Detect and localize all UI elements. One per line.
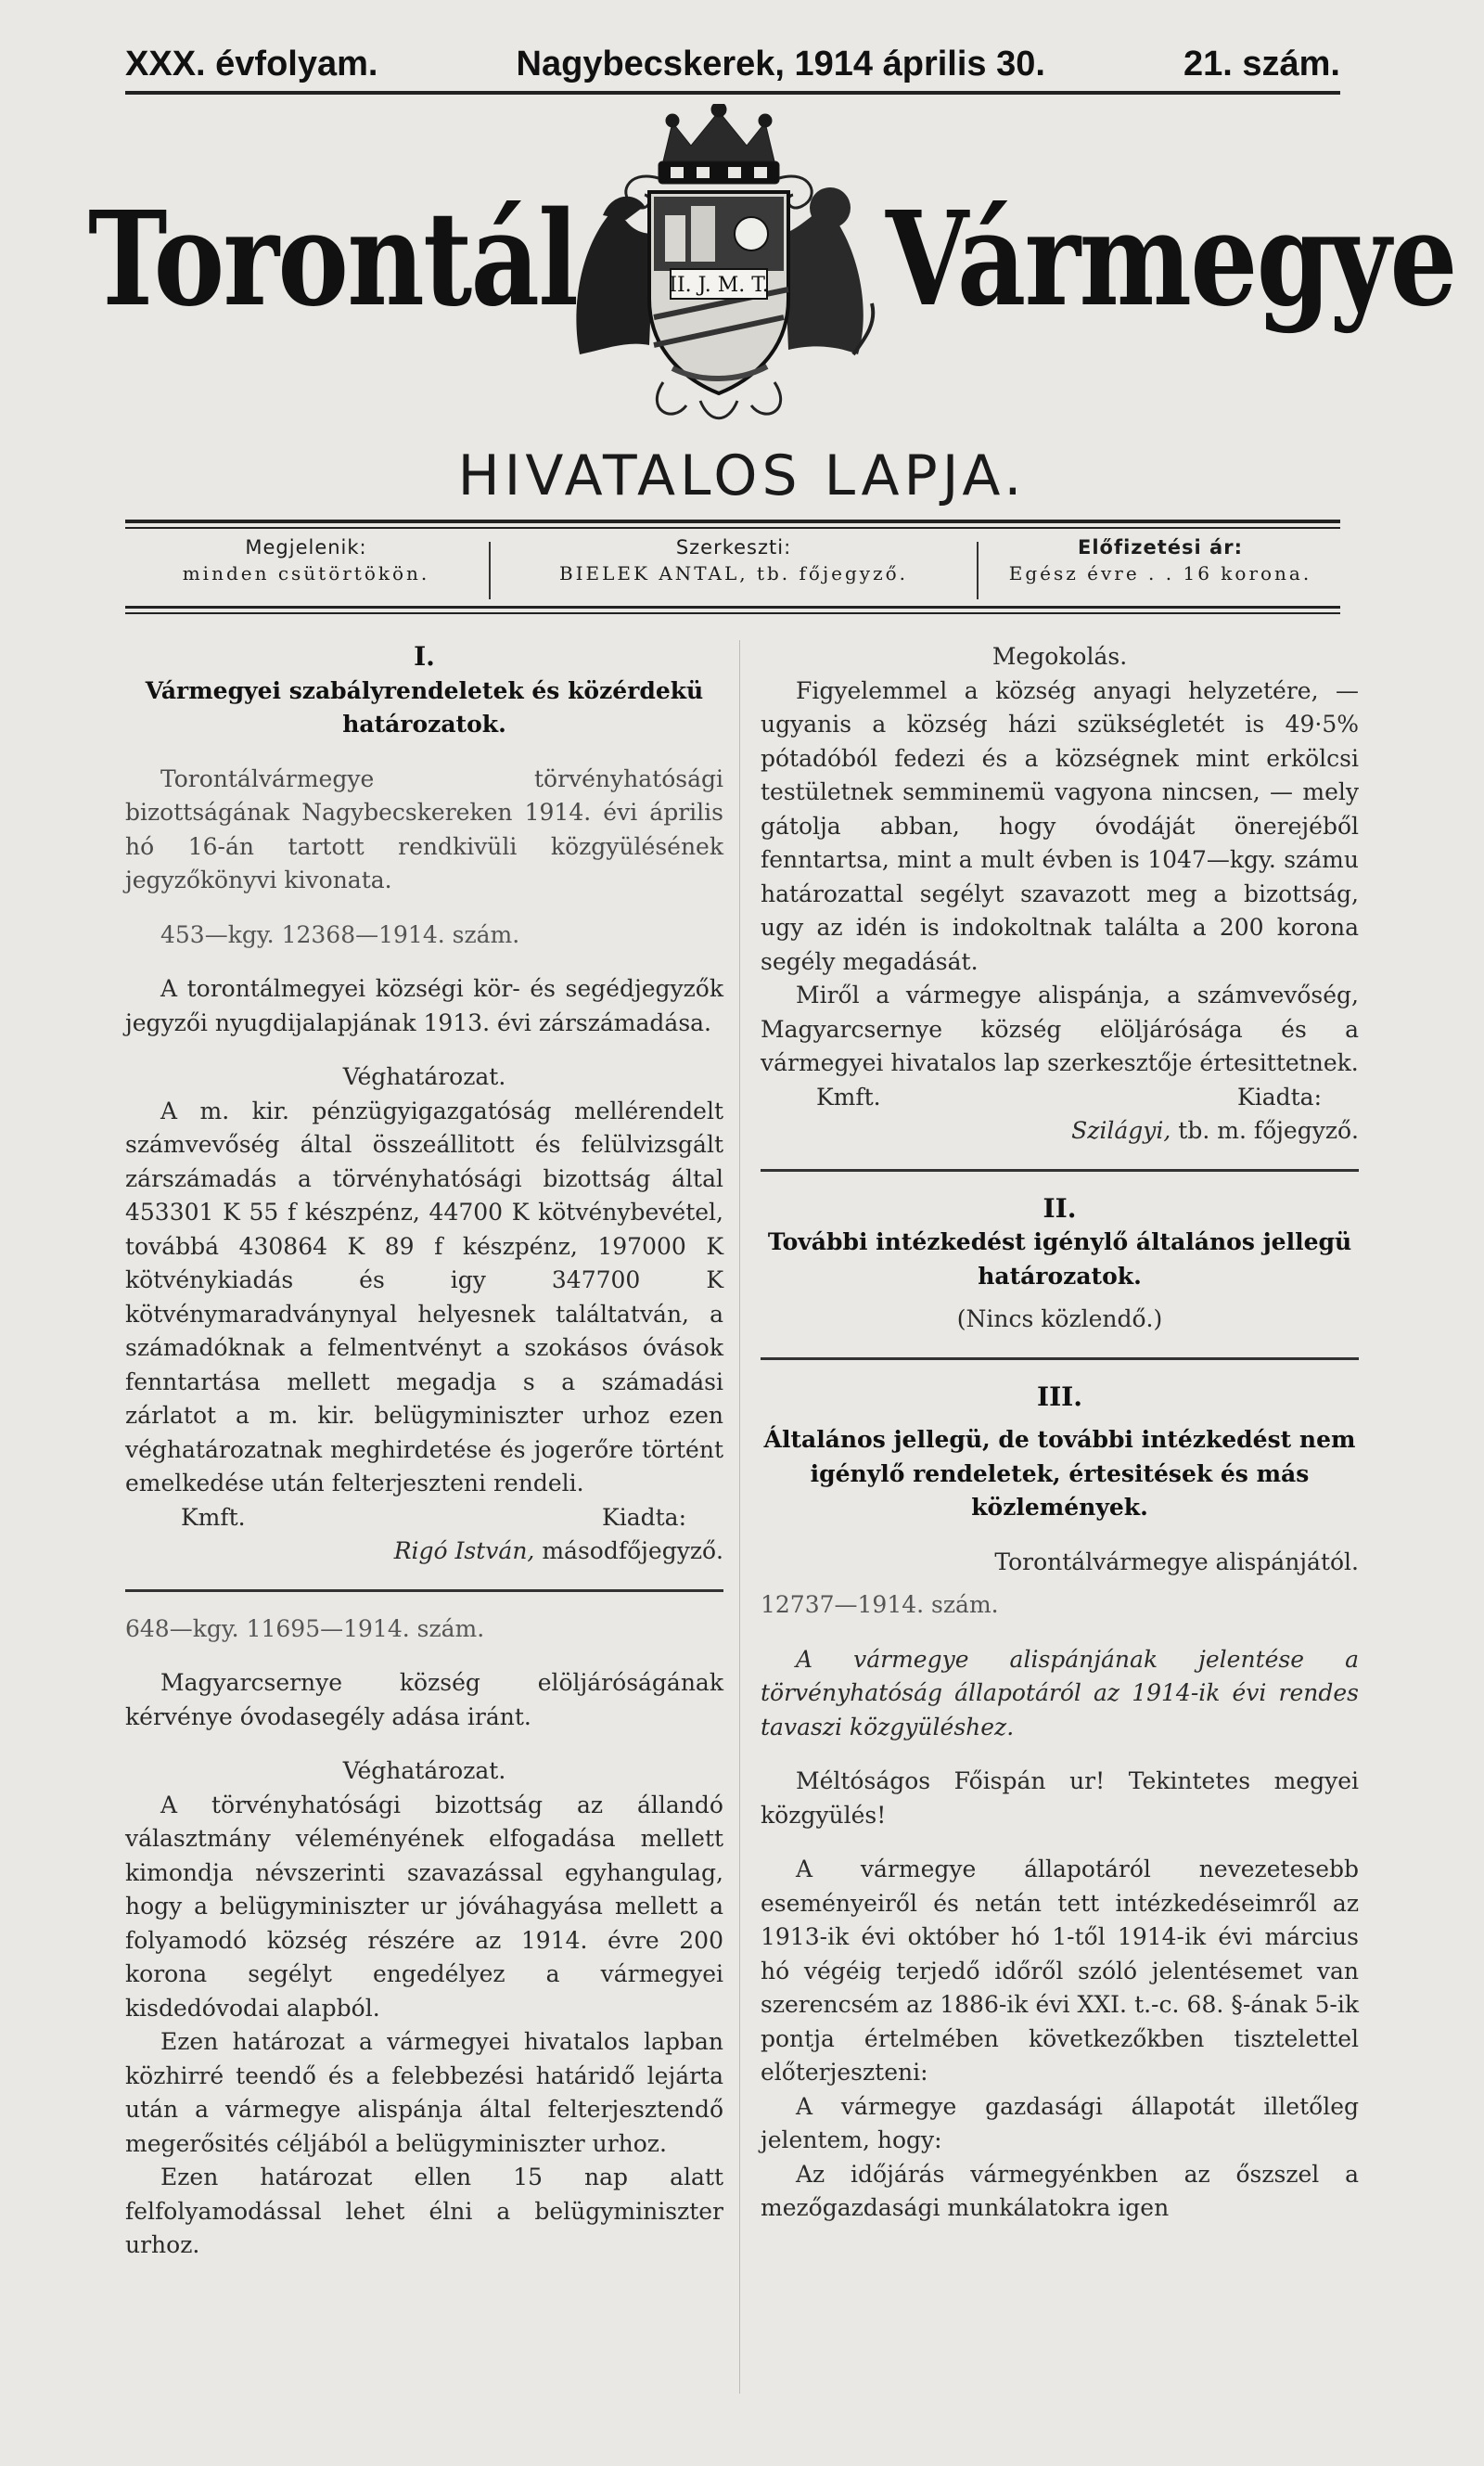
notice-text: Miről a vármegye alispánja, a számvevőség, Magyarcsernye község elöljárósága és a vármegyei hivatalos lap szerkesztője értesittetnek. (761, 982, 1359, 1076)
section-title: Általános jellegü, de további intézkedést nem igénylő rendeletek, értesitések és más közlemények. (763, 1426, 1356, 1521)
kmft-label: Kmft. (816, 1083, 881, 1111)
kmft-label: Kmft. (181, 1503, 246, 1531)
resolution-text: A m. kir. pénzügyigazgatóság mellérendelt számvevőség által összeállitott és felülvizsgált zárszámadás a törvényhatósági bizottság által 453301 K 55 f készpénz, 44700 K kötvénybevétel, továbbá 430864 K 89 f készpénz, 197000 K kötvénykiadás és igy 347700 K kötvénymaradványnyal helyesnek találtatván, a számadóknak a felmentvényt a szokásos óvások fenntartása mellett megadja s a számadási zárlatot a m. kir. belügyminiszter urhoz ezen véghatározatnak meghirdetése és jogerőre történt emelkedése után felterjeszteni rendeli. (125, 1097, 723, 1496)
signature-line (761, 1081, 1359, 1115)
volume-label: XXX. évfolyam. (125, 45, 378, 83)
subscription-price (980, 536, 1340, 603)
left-column (125, 640, 723, 2263)
article-divider (761, 1357, 1359, 1360)
signer-title: másodfőjegyző. (542, 1537, 723, 1564)
crest-caption: II. J. M. T. (669, 274, 769, 297)
issue-number: 21. szám. (1183, 45, 1340, 83)
publication-schedule (125, 536, 487, 603)
signature-line (125, 1501, 723, 1535)
section-title: További intézkedést igénylő általános jellegü határozatok. (767, 1228, 1352, 1290)
section-number: I. (414, 641, 435, 672)
running-header (125, 45, 1340, 84)
signer (125, 1535, 723, 1569)
editor-value: BIELEK ANTAL, tb. főjegyző. (558, 562, 909, 584)
section-number: III. (1036, 1381, 1083, 1412)
kiadta-label: Kiadta: (602, 1503, 686, 1531)
report-paragraph: A vármegye gazdasági állapotát illetőleg jelentem, hogy: (761, 2092, 1359, 2153)
report-title: A vármegye alispánjának jelentése a törvényhatóság állapotáról az 1914-ik évi rendes tavaszi közgyüléshez. (761, 1645, 1359, 1740)
masthead-title-left: Torontál (88, 184, 578, 336)
resolution-heading: Véghatározat. (342, 1757, 506, 1784)
report-paragraph: A vármegye állapotáról nevezetesebb eseményeiről és netán tett intézkedéseimről az 1913-ik évi október hó 1-től 1914-ik évi március hó végéig terjedő időről szóló jelentésemet van szerencsém az 1886-ik évi XXI. t.-c. 68. §-ának 5-ik pontja értelmében következőkben tisztelettel előterjeszteni: (761, 1856, 1359, 2086)
info-bar (125, 536, 1340, 610)
salutation: Méltóságos Főispán ur! Tekintetes megyei közgyülés! (761, 1767, 1359, 1829)
report-paragraph: Az időjárás vármegyénkben az őszszel a mezőgazdasági munkálatokra igen (761, 2160, 1359, 2221)
masthead-rule (125, 520, 1340, 523)
header-rule (125, 91, 1340, 95)
section-title: Vármegyei szabályrendeletek és közérdekü határozatok. (145, 676, 704, 738)
price-value: Egész évre . . 16 korona. (1008, 562, 1312, 584)
editor-label: Szerkeszti: (675, 536, 792, 559)
editor-info (493, 536, 975, 603)
price-label: Előfizetési ár: (1078, 536, 1243, 559)
article-divider (125, 1589, 723, 1592)
published-value: minden csütörtökön. (182, 562, 430, 584)
resolution-text: A törvényhatósági bizottság az állandó választmány véleményének elfogadása mellett kimondja névszerinti szavazással egyhangulag, hogy a belügyminiszter ur jóváhagyása mellett a folyamodó község részére az 1914. évre 200 korona segélyt engedélyez a vármegyei kisdedóvodai alapból. (125, 1791, 723, 2022)
masthead-rule-thin (125, 527, 1340, 529)
published-label: Megjelenik: (245, 536, 367, 559)
right-column (761, 640, 1359, 2226)
kiadta-label: Kiadta: (1237, 1083, 1322, 1111)
signer-name: Rigó István, (393, 1537, 535, 1564)
info-divider (977, 542, 979, 599)
info-rule-thin (125, 612, 1340, 614)
item-subject: Magyarcsernye község elöljáróságának kérvénye óvodasegély adása iránt. (125, 1669, 723, 1730)
resolution-text: Ezen határozat ellen 15 nap alatt felfolyamodással lehet élni a belügyminiszter urhoz. (125, 2164, 723, 2258)
signer-name: Szilágyi, (1071, 1117, 1171, 1144)
issuer-line: Torontálvármegye alispánjától. (994, 1548, 1359, 1575)
item-reference: 453—kgy. 12368—1914. szám. (160, 920, 520, 948)
info-divider (489, 542, 491, 599)
resolution-heading: Véghatározat. (342, 1063, 506, 1090)
resolution-text: Ezen határozat a vármegyei hivatalos lapban közhirré teendő és a felebbezési határidő lejárta után a vármegye alispánja által felterjesztendő megerősités céljából a belügyminiszter urhoz. (125, 2028, 723, 2157)
masthead-subtitle: HIVATALOS LAPJA. (457, 443, 1027, 508)
article-divider (761, 1169, 1359, 1172)
item-subject: A torontálmegyei községi kör- és segédjegyzők jegyzői nyugdijalapjának 1913. évi zárszámadása. (125, 975, 723, 1036)
reasoning-text: Figyelemmel a község anyagi helyzetére, — ugyanis a község házi szükségletét is 49·5% pótadóból fedezi és a községnek mint erkölcsi testületnek semminemü vagyona nincsen, — mely gátolja abban, hogy óvodáját önerejéből fenntartsa, mint a mult évben is 1047—kgy. számu határozattal segélyt szavazott meg a bizottság, ugy az idén is indokoltnak találta a 200 korona segély megadását. (761, 676, 1359, 975)
info-rule (125, 606, 1340, 609)
coat-of-arms-icon (561, 104, 876, 429)
reasoning-heading: Megokolás. (991, 643, 1128, 670)
signer-title: tb. m. főjegyző. (1178, 1117, 1359, 1144)
masthead-title-right: Vármegye (886, 184, 1456, 336)
signer (761, 1114, 1359, 1149)
column-divider (739, 640, 740, 2394)
section-number: II. (1043, 1192, 1077, 1224)
minutes-intro: Torontálvármegye törvényhatósági bizottságának Nagybecskereken 1914. évi április hó 16-án tartott rendkivüli közgyülésének jegyzőkönyvi kivonata. (125, 764, 723, 893)
item-reference: 648—kgy. 11695—1914. szám. (125, 1614, 485, 1642)
item-reference: 12737—1914. szám. (761, 1591, 999, 1618)
section-note: (Nincs közlendő.) (956, 1305, 1163, 1332)
place-date: Nagybecskerek, 1914 április 30. (516, 45, 1045, 83)
